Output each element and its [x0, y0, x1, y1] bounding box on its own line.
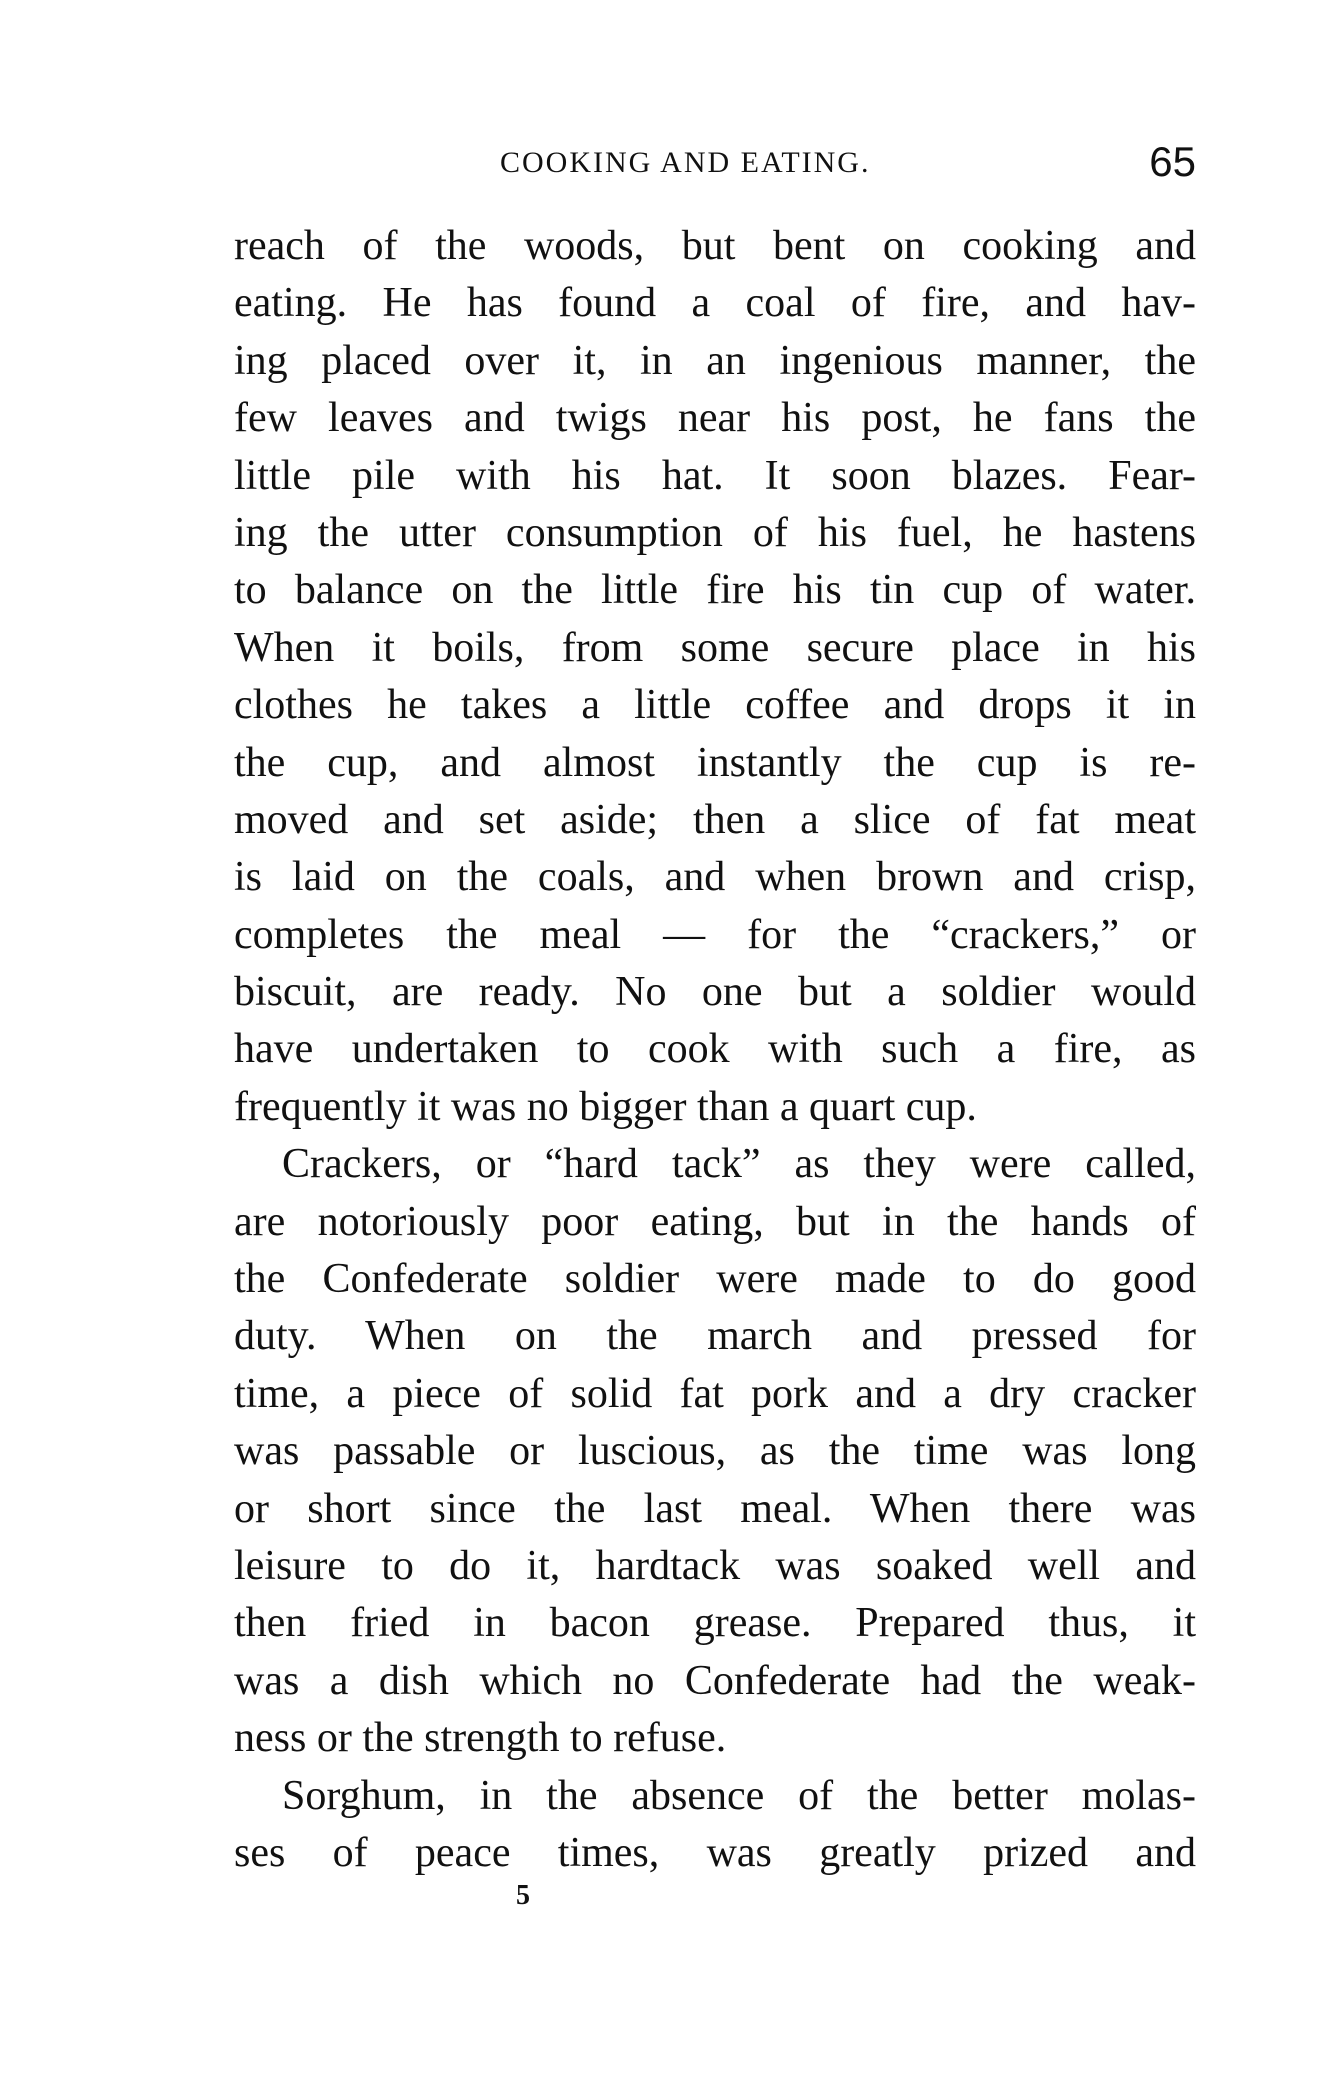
page-number: 65: [1149, 138, 1196, 185]
text-line: the cup, and almost instantly the cup is re-: [234, 739, 1196, 786]
text-line: frequently it was no bigger than a quart cup.: [234, 1083, 977, 1130]
text-line: time, a piece of solid fat pork and a dry cracker: [234, 1370, 1196, 1417]
text-line: eating. He has found a coal of fire, and hav-: [234, 280, 1196, 327]
text-line: little pile with his hat. It soon blazes. Fear-: [234, 452, 1196, 499]
text-line: biscuit, are ready. No one but a soldier would: [234, 969, 1196, 1016]
text-line: have undertaken to cook with such a fire, as: [234, 1026, 1196, 1073]
text-line: was passable or luscious, as the time was long: [234, 1428, 1196, 1475]
text-line: ness or the strength to refuse.: [234, 1715, 727, 1762]
text-line: ses of peace times, was greatly prized and: [234, 1829, 1196, 1876]
text-line: then fried in bacon grease. Prepared thus, it: [234, 1600, 1196, 1647]
paragraph: [234, 1768, 1196, 1883]
running-title: COOKING AND EATING.: [500, 146, 871, 179]
text-line: few leaves and twigs near his post, he fans the: [234, 395, 1196, 442]
text-line: Crackers, or “hard tack” as they were called,: [282, 1141, 1196, 1188]
running-head: [234, 138, 1196, 198]
body-text: [234, 218, 1196, 1882]
signature-mark: 5: [516, 1880, 530, 1911]
text-line: Sorghum, in the absence of the better molas-: [282, 1772, 1196, 1819]
text-line: When it boils, from some secure place in his: [234, 624, 1196, 671]
paragraph: [234, 218, 1196, 1136]
text-line: moved and set aside; then a slice of fat meat: [234, 796, 1196, 843]
text-line: ing placed over it, in an ingenious manner, the: [234, 337, 1196, 384]
text-line: are notoriously poor eating, but in the hands of: [234, 1198, 1196, 1245]
text-line: or short since the last meal. When there was: [234, 1485, 1196, 1532]
text-line: the Confederate soldier were made to do good: [234, 1256, 1196, 1303]
text-line: duty. When on the march and pressed for: [234, 1313, 1196, 1360]
text-line: was a dish which no Confederate had the weak-: [234, 1657, 1196, 1704]
paragraph: [234, 1136, 1196, 1767]
text-line: clothes he takes a little coffee and drops it in: [234, 682, 1196, 729]
text-line: ing the utter consumption of his fuel, he hastens: [234, 509, 1196, 556]
text-line: reach of the woods, but bent on cooking and: [234, 223, 1196, 269]
text-line: leisure to do it, hardtack was soaked well and: [234, 1542, 1196, 1589]
text-line: is laid on the coals, and when brown and crisp,: [234, 854, 1196, 901]
text-line: completes the meal — for the “crackers,” or: [234, 911, 1196, 958]
text-line: to balance on the little fire his tin cup of water.: [234, 567, 1196, 614]
